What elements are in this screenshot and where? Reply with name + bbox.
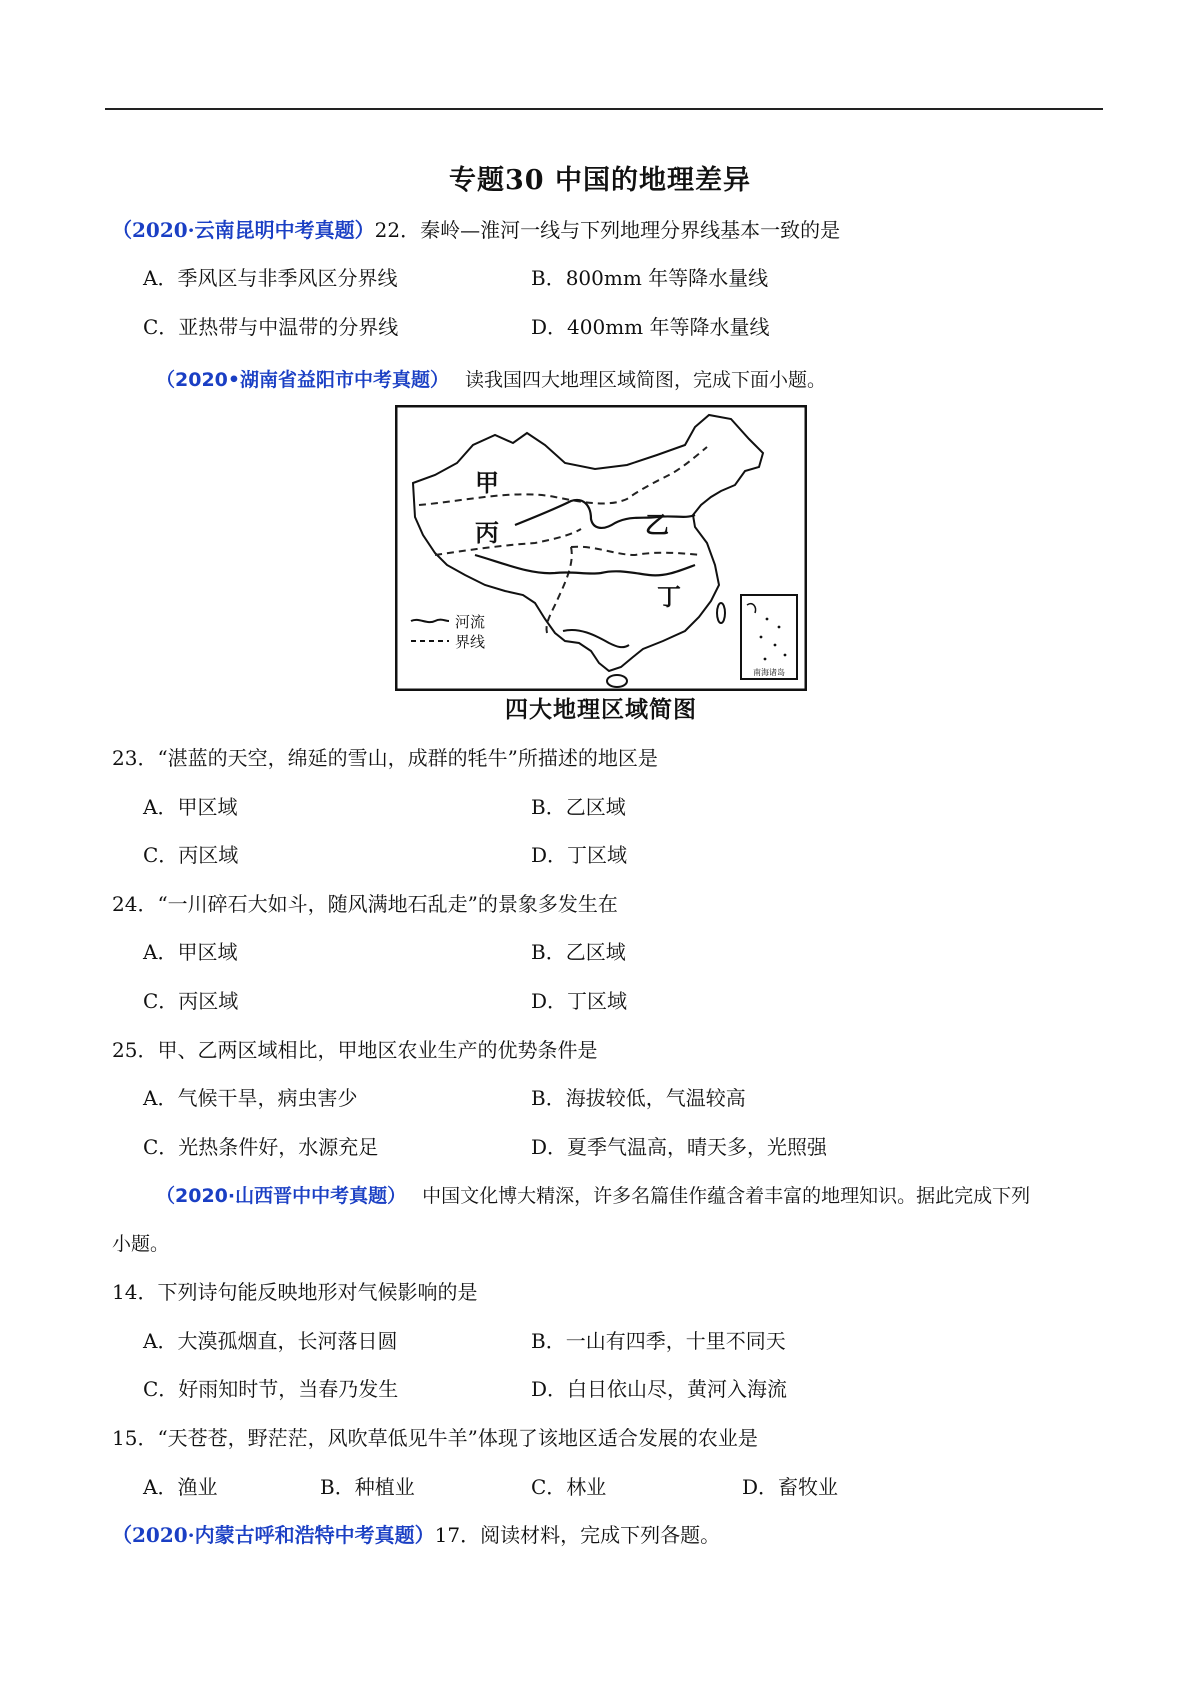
question-source: （2020·山西晋中中考真题） [156, 1185, 407, 1207]
question-stem: 22．秦岭—淮河一线与下列地理分界线基本一致的是 [374, 218, 841, 242]
question-source: （2020·云南昆明中考真题） [112, 218, 375, 242]
question-14: 14．下列诗句能反映地形对气候影响的是 [112, 1280, 478, 1304]
question-25: 25．甲、乙两区域相比，甲地区农业生产的优势条件是 [112, 1038, 598, 1062]
question-24: 24．“一川碎石大如斗，随风满地石乱走”的景象多发生在 [112, 892, 618, 916]
option-a: A．甲区域 [143, 940, 238, 964]
option-b: B．乙区域 [531, 795, 626, 819]
question-source: （2020·内蒙古呼和浩特中考真题） [112, 1523, 435, 1547]
option-d: D．白日依山尽，黄河入海流 [531, 1377, 788, 1401]
group-intro [156, 1181, 1030, 1210]
question-source: （2020•湖南省益阳市中考真题） [156, 369, 450, 391]
legend-river-label: 河流 [455, 613, 486, 631]
option-a: A．渔业 [143, 1475, 218, 1499]
intro-text-continued: 小题。 [112, 1233, 170, 1255]
china-region-map [395, 405, 807, 691]
option-a: A．气候干旱，病虫害少 [143, 1086, 358, 1110]
option-b: B．一山有四季，十里不同天 [531, 1329, 786, 1353]
map-caption: 四大地理区域简图 [505, 697, 697, 723]
option-a: A．大漠孤烟直，长河落日圆 [143, 1329, 398, 1353]
region-label-yi: 乙 [645, 511, 669, 539]
option-a: A．甲区域 [143, 795, 238, 819]
header-rule [105, 108, 1103, 110]
option-d: D．丁区域 [531, 989, 628, 1013]
region-label-jia: 甲 [475, 469, 499, 497]
region-map-figure [395, 405, 807, 723]
intro-text: 中国文化博大精深，许多名篇佳作蕴含着丰富的地理知识。据此完成下列 [422, 1185, 1031, 1207]
group-intro [156, 365, 826, 394]
question-23: 23．“湛蓝的天空，绵延的雪山，成群的牦牛”所描述的地区是 [112, 746, 658, 770]
option-b: B．乙区域 [531, 940, 626, 964]
option-d: D．畜牧业 [742, 1475, 839, 1499]
question-15: 15．“天苍苍，野茫茫，风吹草低见牛羊”体现了该地区适合发展的农业是 [112, 1426, 758, 1450]
option-c: C．亚热带与中温带的分界线 [143, 315, 399, 339]
option-d: D．400mm 年等降水量线 [531, 315, 770, 339]
region-label-ding: 丁 [657, 583, 681, 611]
inset-label: 南海诸岛 [753, 668, 785, 677]
option-c: C．好雨知时节，当春乃发生 [143, 1377, 399, 1401]
option-c: C．光热条件好，水源充足 [143, 1135, 379, 1159]
option-b: B．800mm 年等降水量线 [531, 266, 769, 290]
intro-text: 读我国四大地理区域简图，完成下面小题。 [465, 369, 827, 391]
option-a: A．季风区与非季风区分界线 [143, 266, 398, 290]
option-b: B．海拔较低，气温较高 [531, 1086, 746, 1110]
option-c: C．丙区域 [143, 843, 239, 867]
legend-boundary-label: 界线 [455, 633, 486, 651]
option-b: B．种植业 [320, 1475, 415, 1499]
option-c: C．林业 [531, 1475, 607, 1499]
question-22 [112, 216, 840, 244]
option-d: D．丁区域 [531, 843, 628, 867]
south-sea-inset [741, 595, 797, 679]
question-17 [112, 1521, 720, 1549]
option-d: D．夏季气温高，晴天多，光照强 [531, 1135, 828, 1159]
page-title: 专题30 中国的地理差异 [449, 165, 751, 196]
option-c: C．丙区域 [143, 989, 239, 1013]
region-label-bing: 丙 [475, 519, 499, 547]
question-stem: 17．阅读材料，完成下列各题。 [434, 1523, 721, 1547]
